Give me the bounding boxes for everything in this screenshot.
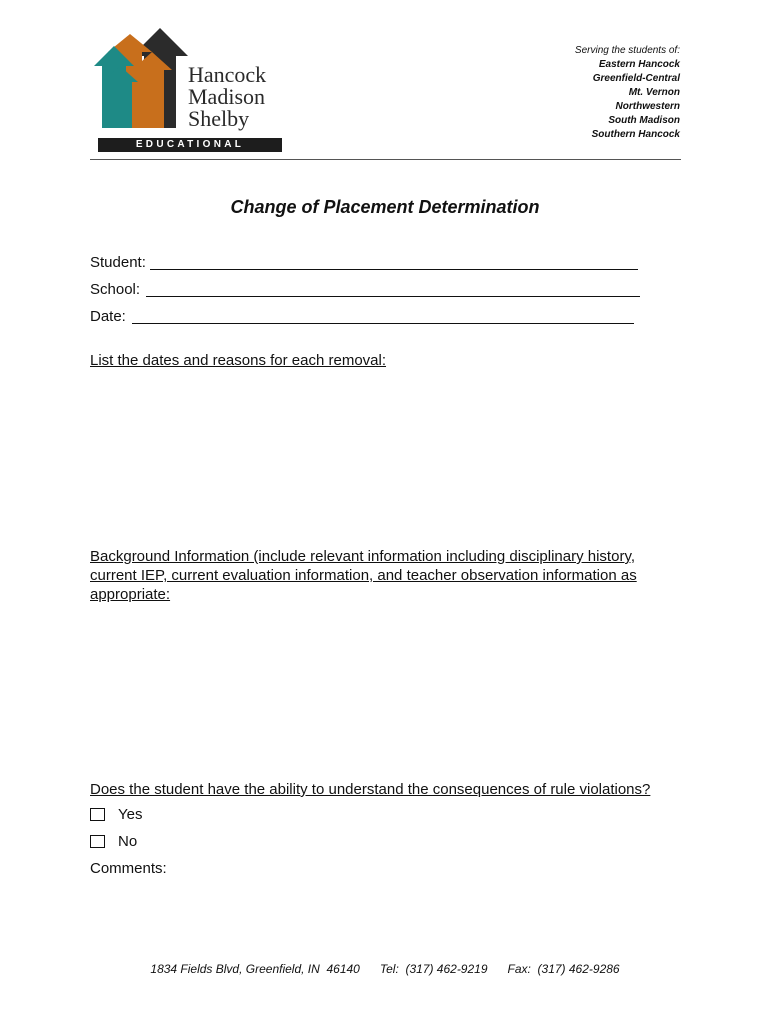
- school-label: School:: [90, 281, 141, 298]
- logo-line-shelby: Shelby: [188, 106, 250, 131]
- footer-address: 1834 Fields Blvd, Greenfield, IN 46140: [150, 962, 360, 976]
- school-input-line[interactable]: [146, 296, 640, 297]
- district-item: Northwestern: [615, 101, 680, 112]
- district-item: Greenfield-Central: [592, 73, 680, 84]
- yes-label: Yes: [118, 806, 143, 823]
- removals-heading: List the dates and reasons for each removal:: [90, 352, 387, 369]
- logo-wordmark: [188, 64, 266, 130]
- consequences-question: Does the student have the ability to understand the consequences of rule violations?: [90, 781, 651, 798]
- comments-label: Comments:: [90, 860, 167, 877]
- logo-tagline-bar: EDUCATIONAL SERVICES: [98, 138, 282, 152]
- student-input-line[interactable]: [150, 269, 638, 270]
- district-item: Mt. Vernon: [628, 87, 680, 98]
- background-answer-area[interactable]: [90, 610, 680, 770]
- logo-line-madison: Madison: [188, 84, 265, 109]
- footer-fax: Fax: (317) 462-9286: [507, 962, 620, 976]
- serving-districts: [575, 44, 680, 142]
- background-heading: Background Information (include relevant information including disciplinary history, current IEP, current evaluation information, and teacher observation information as appropriate:: [90, 548, 637, 603]
- district-item: Eastern Hancock: [598, 59, 680, 70]
- yes-checkbox[interactable]: [90, 808, 105, 821]
- no-checkbox[interactable]: [90, 835, 105, 848]
- footer-tel: Tel: (317) 462-9219: [379, 962, 488, 976]
- removals-answer-area[interactable]: [90, 378, 680, 538]
- form-title: Change of Placement Determination: [230, 197, 540, 217]
- date-input-line[interactable]: [132, 323, 634, 324]
- serving-heading: Serving the students of:: [574, 45, 680, 56]
- footer-contact: [0, 962, 770, 976]
- date-label: Date:: [90, 308, 126, 325]
- logo-line-hancock: Hancock: [188, 62, 267, 87]
- district-item: Southern Hancock: [591, 129, 680, 140]
- header-divider: [90, 159, 681, 160]
- comments-answer-area[interactable]: [90, 882, 680, 952]
- student-label: Student:: [90, 254, 146, 271]
- no-label: No: [118, 833, 138, 850]
- district-item: South Madison: [608, 115, 680, 126]
